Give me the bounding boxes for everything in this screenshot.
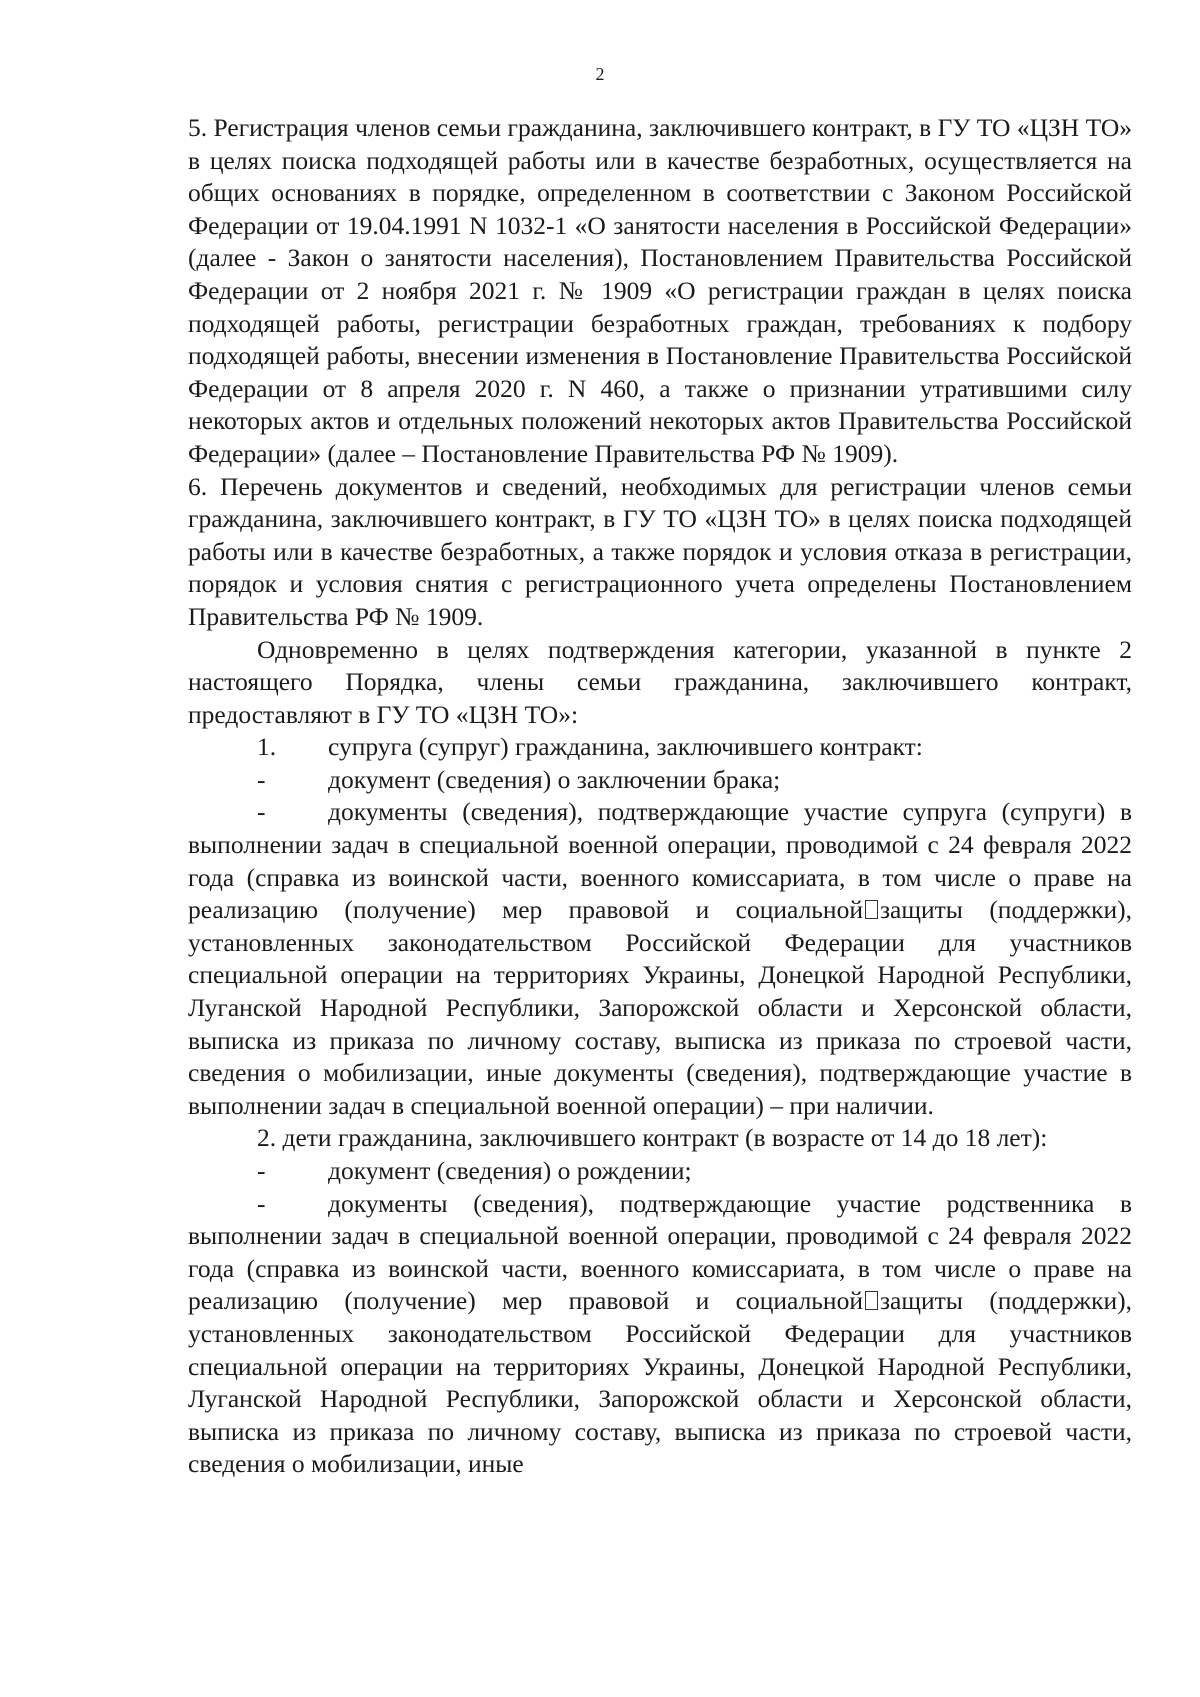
spouse-documents-text-a: документы (сведения), подтверждающие участие супруга (супруги) в выполнении задач в специальной военной операции, проводимой с 24 февраля 2022 года (справка из воинской части, военного комиссариата, в том числе о праве на реализацию (получение) мер правовой и социальной	[188, 797, 1132, 925]
dash-item-birth	[188, 1155, 1132, 1188]
paragraph-5: 5. Регистрация членов семьи гражданина, заключившего контракт, в ГУ ТО «ЦЗН ТО» в целях поиска подходящей работы или в качестве безработных, осуществляется на общих основаниях в порядке, определенном в соответствии с Законом Российской Федерации от 19.04.1991 N 1032-1 «О занятости населения в Российской Федерации» (далее - Закон о занятости населения), Постановлением Правительства Российской Федерации от 2 ноября 2021 г. № 1909 «О регистрации граждан в целях поиска подходящей работы, регистрации безработных граждан, требованиях к подбору подходящей работы, внесении изменения в Постановление Правительства Российской Федерации от 8 апреля 2020 г. N 460, а также о признании утратившими силу некоторых актов и отдельных положений некоторых актов Правительства Российской Федерации» (далее – Постановление Правительства РФ № 1909).	[188, 113, 1132, 468]
dash-item-birth-text: документ (сведения) о рождении;	[328, 1156, 692, 1185]
relative-documents-text-b: защиты (поддержки), установленных законодательством Российской Федерации для участников специальной операции на территориях Украины, Донецкой Народной Республики, Луганской Народной Республики, Запорожской области и Херсонской области, выписка из приказа по личному составу, выписка из приказа по строевой части, сведения о мобилизации, иные	[188, 1286, 1133, 1479]
dash-marker: -	[257, 797, 266, 827]
page-number: 2	[595, 64, 605, 84]
dash-marker: -	[257, 764, 266, 794]
relative-documents-text-a: документы (сведения), подтверждающие участие родственника в выполнении задач в специальной военной операции, проводимой с 24 февраля 2022 года (справка из воинской части, военного комиссариата, в том числе о праве на реализацию (получение) мер правовой и социальной	[188, 1188, 1132, 1316]
list-marker: 1.	[257, 732, 277, 762]
paragraph-simultaneously: Одновременно в целях подтверждения категории, указанной в пункте 2 настоящего Порядка, члены семьи гражданина, заключившего контракт, предоставляют в ГУ ТО «ЦЗН ТО»:	[188, 634, 1132, 729]
list-item-1-text: супруга (супруг) гражданина, заключившего контракт:	[328, 732, 923, 762]
list-item-2: 2. дети гражданина, заключившего контракт (в возрасте от 14 до 18 лет):	[257, 1123, 1048, 1153]
dash-item-spouse-documents	[188, 796, 1132, 1122]
paragraph-6: 6. Перечень документов и сведений, необходимых для регистрации членов семьи гражданина, заключившего контракт, в ГУ ТО «ЦЗН ТО» в целях поиска подходящей работы или в качестве безработных, а также порядок и условия отказа в регистрации, порядок и условия снятия с регистрационного учета определены Постановлением Правительства РФ № 1909.	[188, 471, 1132, 631]
document-body	[188, 112, 1132, 1481]
missing-glyph-box	[865, 900, 878, 919]
spouse-documents-text-b: защиты (поддержки), установленных законодательством Российской Федерации для участников специальной операции на территориях Украины, Донецкой Народной Республики, Луганской Народной Республики, Запорожской области и Херсонской области, выписка из приказа по личному составу, выписка из приказа по строевой части, сведения о мобилизации, иные документы (сведения), подтверждающие участие в выполнении задач в специальной военной операции) – при наличии.	[188, 895, 1133, 1120]
dash-item-marriage-text: документ (сведения) о заключении брака;	[328, 764, 781, 794]
list-item-1	[188, 731, 1132, 764]
dash-item-relative-documents	[188, 1188, 1132, 1481]
dash-marker: -	[257, 1188, 266, 1218]
dash-marker: -	[257, 1156, 266, 1185]
missing-glyph-box	[865, 1291, 878, 1310]
dash-item-marriage	[188, 764, 1132, 797]
